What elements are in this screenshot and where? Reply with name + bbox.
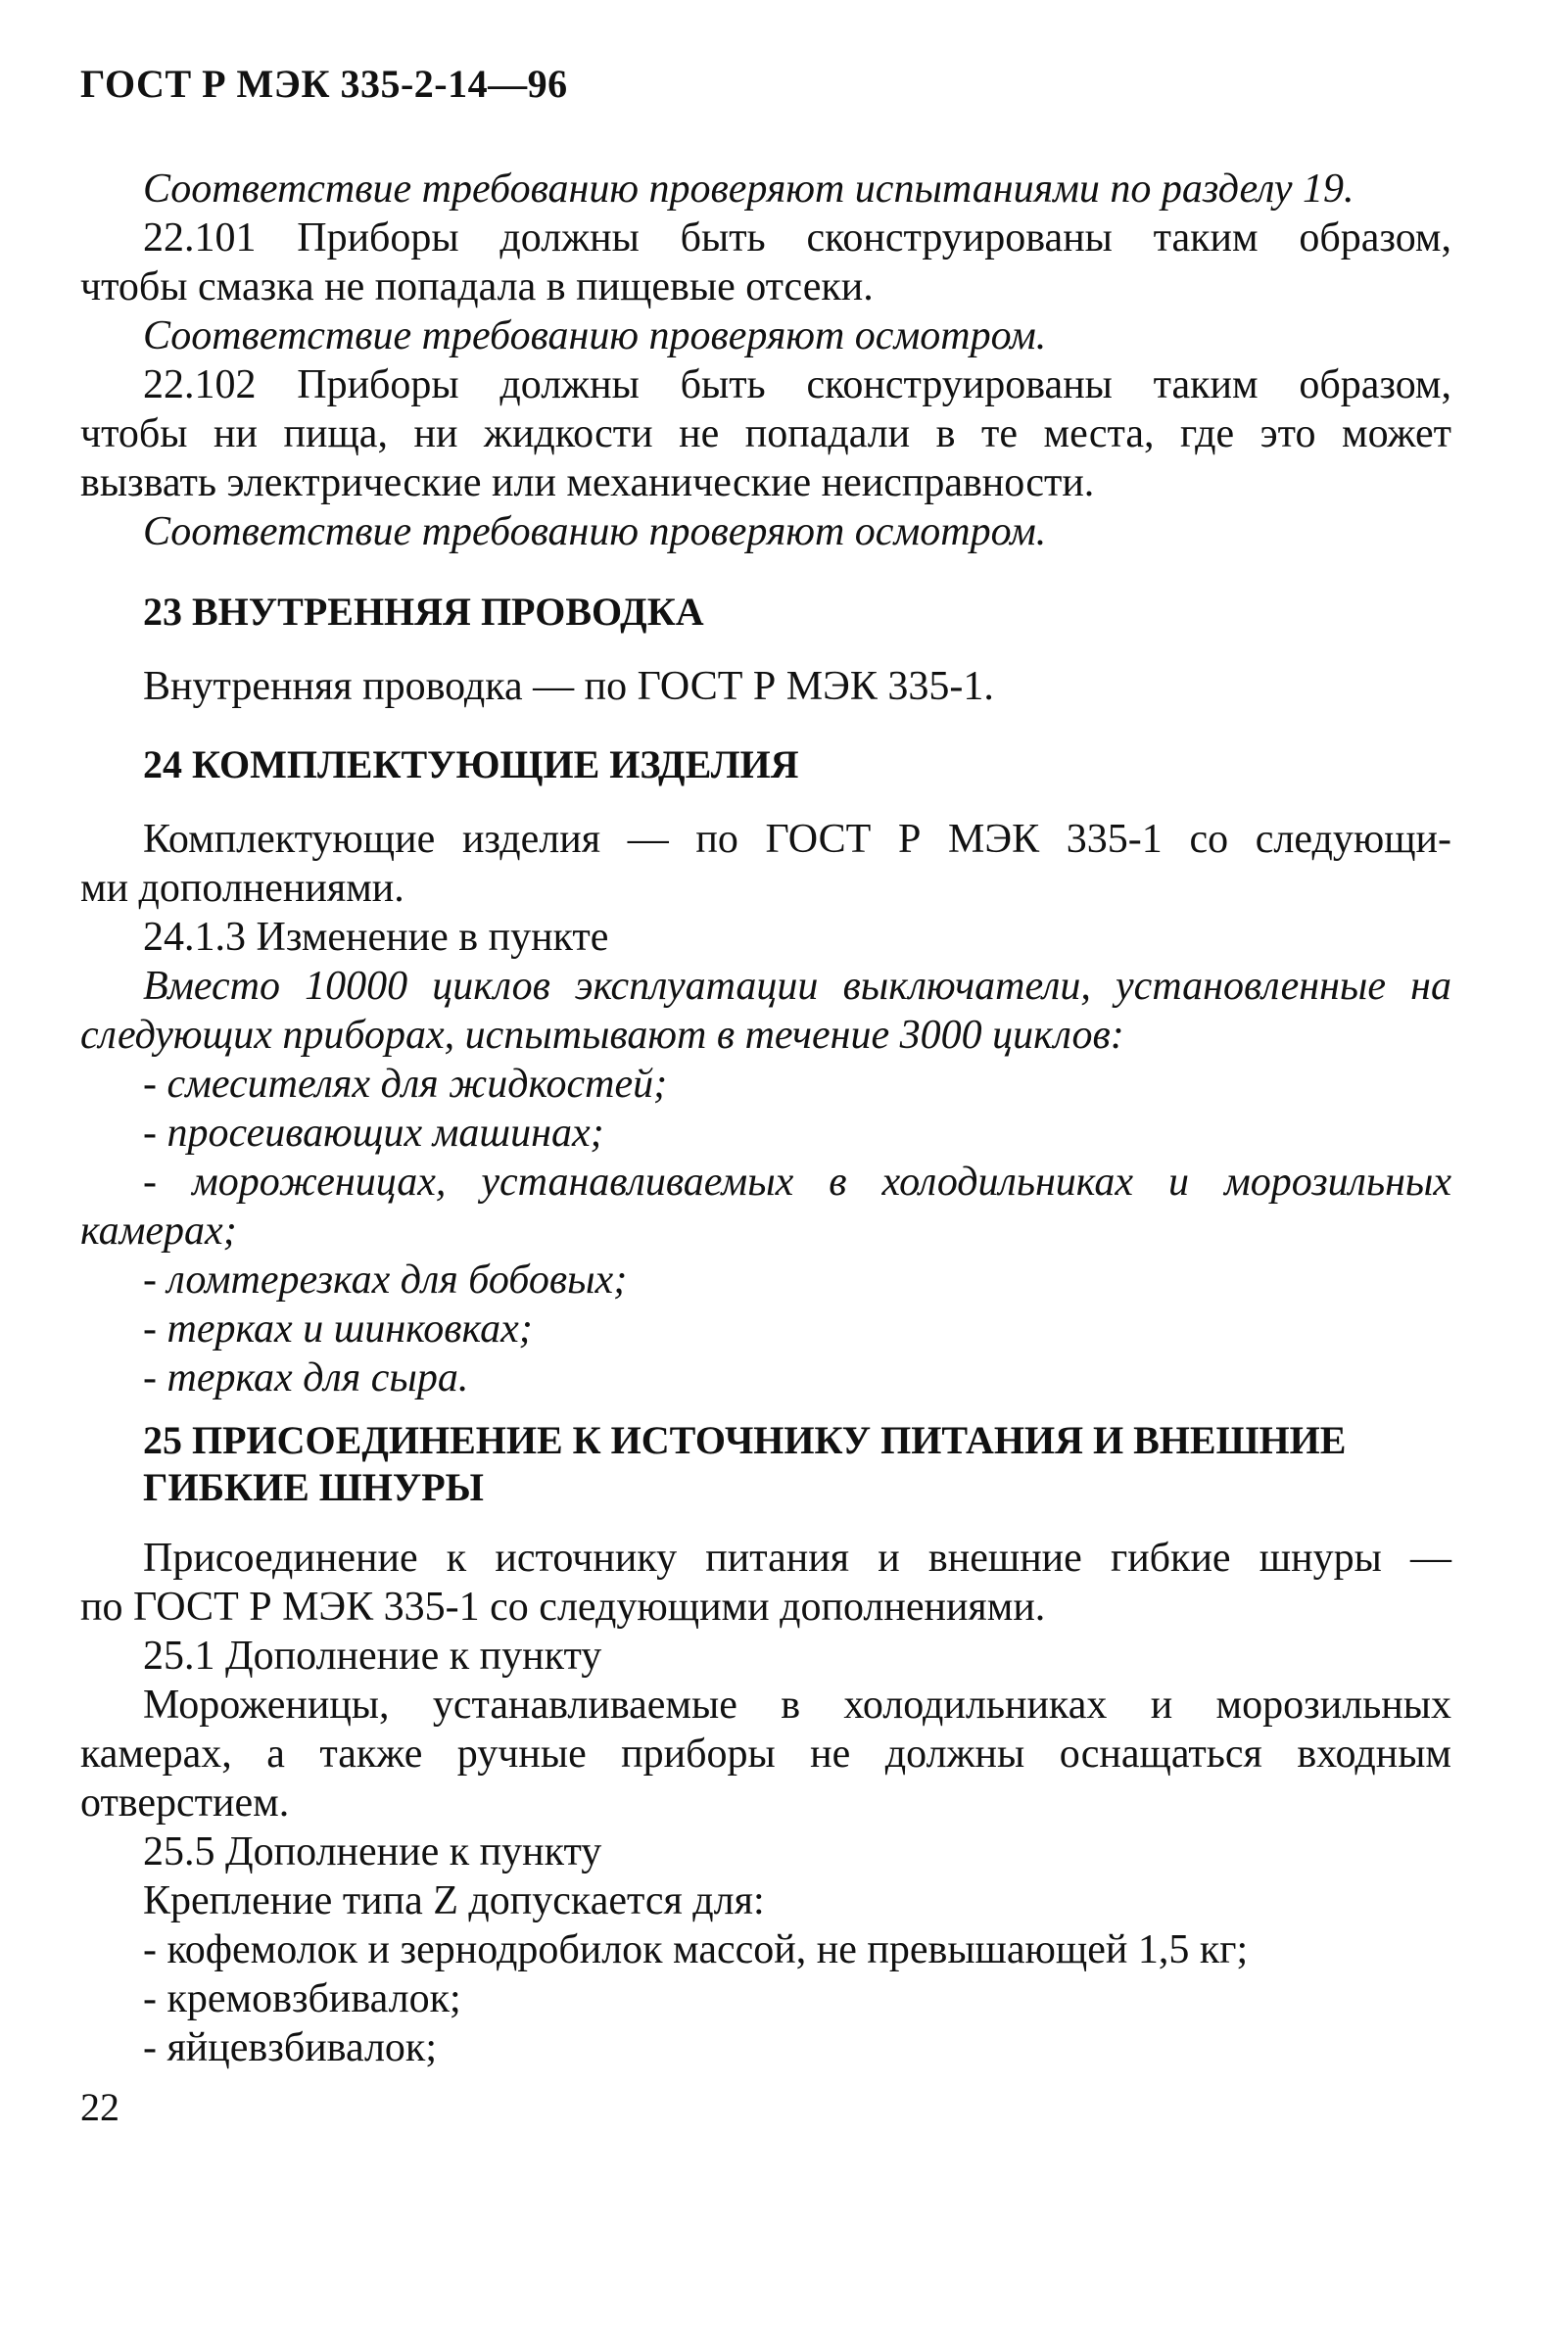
text-line: чтобы смазка не попадала в пищевые отсеки.	[80, 264, 874, 309]
text-line: вызвать электрические или механические неисправности.	[80, 460, 1095, 505]
text-line: Комплектующие изделия — по ГОСТ Р МЭК 335-1 со следующи-	[143, 817, 1451, 862]
text-line: Крепление типа Z допускается для:	[143, 1878, 765, 1923]
section-heading-24: 24 КОМПЛЕКТУЮЩИЕ ИЗДЕЛИЯ	[143, 742, 799, 786]
text-line: следующих приборах, испытывают в течение 3000 циклов:	[80, 1013, 1124, 1058]
text-line: камерах, а также ручные приборы не должны оснащаться входным	[80, 1732, 1451, 1777]
text-line: Присоединение к источнику питания и внешние гибкие шнуры —	[143, 1536, 1451, 1581]
text-line: камерах;	[80, 1209, 237, 1254]
list-item: - смесителях для жидкостей;	[143, 1062, 668, 1107]
list-item: - яйцевзбивалок;	[143, 2025, 437, 2070]
section-heading-23: 23 ВНУТРЕННЯЯ ПРОВОДКА	[143, 590, 704, 634]
list-item: - просеивающих машинах;	[143, 1111, 604, 1156]
text-line: Вместо 10000 циклов эксплуатации выключатели, установленные на	[143, 964, 1451, 1009]
list-item: - терках для сыра.	[143, 1355, 469, 1400]
text-line: 22.101 Приборы должны быть сконструированы таким образом,	[143, 215, 1451, 261]
text-line: Мороженицы, устанавливаемые в холодильниках и морозильных	[143, 1683, 1451, 1728]
section-heading-25: 25 ПРИСОЕДИНЕНИЕ К ИСТОЧНИКУ ПИТАНИЯ И ВНЕШНИЕ	[143, 1418, 1347, 1462]
text-line: Внутренняя проводка — по ГОСТ Р МЭК 335-1.	[143, 664, 994, 709]
text-line: Соответствие требованию проверяют осмотром.	[143, 509, 1047, 554]
text-line: по ГОСТ Р МЭК 335-1 со следующими дополнениями.	[80, 1585, 1046, 1630]
text-line: чтобы ни пища, ни жидкости не попадали в те места, где это может	[80, 411, 1451, 456]
text-line: 22.102 Приборы должны быть сконструированы таким образом,	[143, 362, 1451, 407]
document-header: ГОСТ Р МЭК 335-2-14—96	[80, 62, 568, 106]
list-item: - кофемолок и зернодробилок массой, не превышающей 1,5 кг;	[143, 1927, 1249, 1972]
section-heading-25-continued: ГИБКИЕ ШНУРЫ	[143, 1465, 484, 1509]
text-line: Соответствие требованию проверяют испытаниями по разделу 19.	[143, 166, 1354, 212]
text-line: ми дополнениями.	[80, 866, 404, 911]
text-line: 25.5 Дополнение к пункту	[143, 1829, 602, 1874]
text-line: 25.1 Дополнение к пункту	[143, 1634, 602, 1679]
text-line: 24.1.3 Изменение в пункте	[143, 915, 609, 960]
page-number: 22	[80, 2085, 119, 2129]
text-line: отверстием.	[80, 1780, 290, 1826]
list-item: - кремовзбивалок;	[143, 1976, 461, 2021]
list-item: - ломтерезках для бобовых;	[143, 1257, 628, 1303]
list-item: - мороженицах, устанавливаемых в холодильниках и морозильных	[143, 1160, 1451, 1205]
text-line: Соответствие требованию проверяют осмотром.	[143, 313, 1047, 358]
list-item: - терках и шинковках;	[143, 1306, 533, 1352]
